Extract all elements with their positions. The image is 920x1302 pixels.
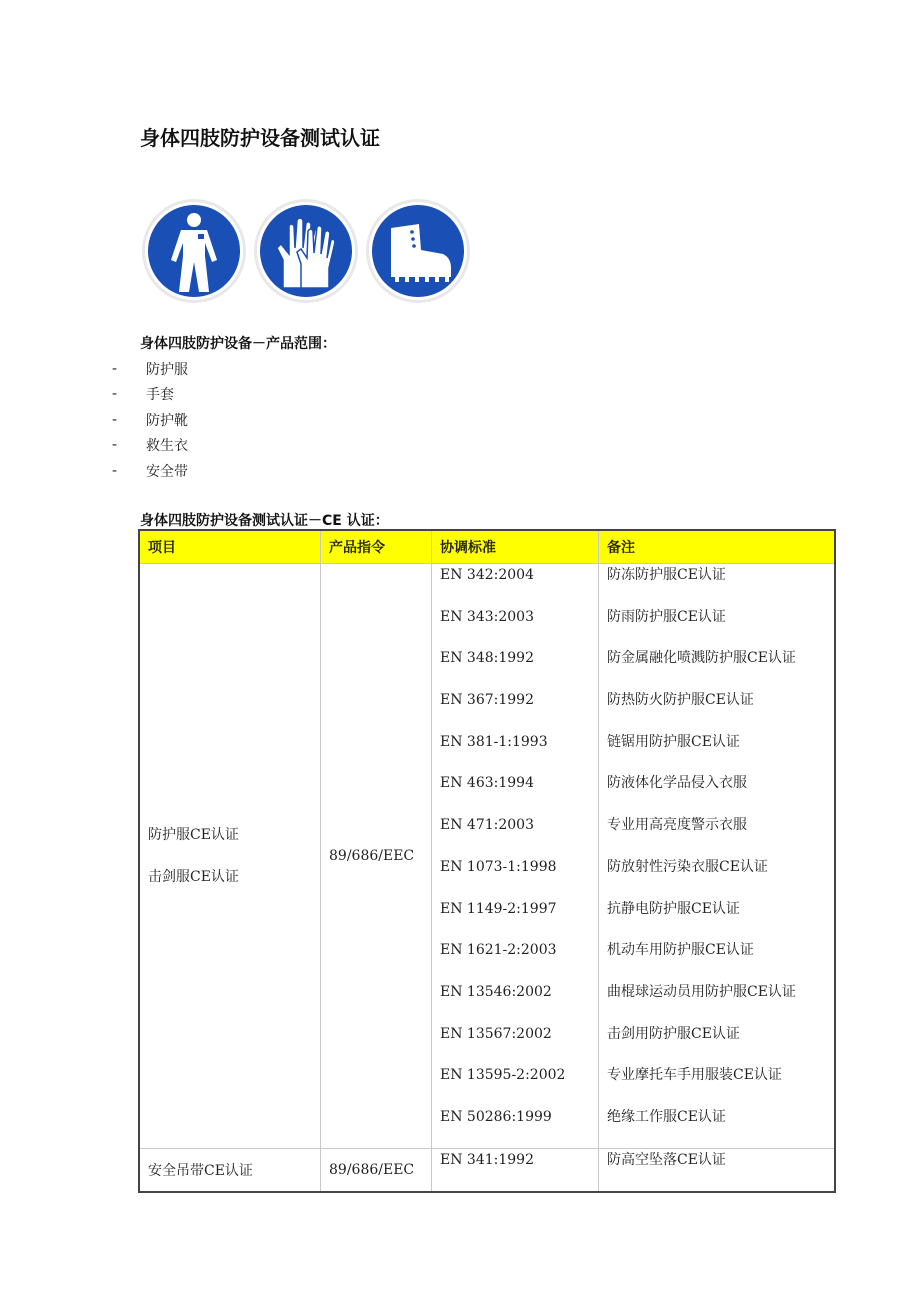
remark-entry: 防冻防护服CE认证 bbox=[607, 567, 726, 583]
standard-entry: EN 13567:2002 bbox=[440, 1025, 552, 1042]
remark-entry: 防雨防护服CE认证 bbox=[607, 608, 726, 625]
ce-certification-table bbox=[138, 529, 836, 1193]
list-item: - 防护靴 bbox=[112, 411, 188, 429]
scope-heading: 身体四肢防护设备－产品范围： bbox=[140, 336, 336, 352]
item-cell: 安全吊带CE认证 bbox=[140, 1149, 321, 1191]
standard-entry: EN 1073-1:1998 bbox=[440, 858, 557, 875]
remark-entry: 绝缘工作服CE认证 bbox=[607, 1108, 726, 1125]
standard-entry: EN 1621-2:2003 bbox=[440, 942, 557, 959]
standards-cell bbox=[432, 564, 599, 1149]
standard-entry: EN 348:1992 bbox=[440, 650, 534, 667]
standard-entry: EN 381-1:1993 bbox=[440, 733, 548, 750]
standard-entry: EN 13595-2:2002 bbox=[440, 1067, 566, 1084]
list-item: - 防护服 bbox=[112, 360, 188, 378]
directive-cell: 89/686/EEC bbox=[321, 1149, 432, 1191]
standard-entry: EN 367:1992 bbox=[440, 692, 534, 709]
remark-entry: 防液体化学品侵入衣服 bbox=[607, 775, 747, 792]
standard-entry: EN 343:2003 bbox=[440, 608, 534, 625]
column-header: 备注 bbox=[599, 531, 834, 564]
standard-entry: EN 1149-2:1997 bbox=[440, 900, 557, 917]
standard-entry: EN 471:2003 bbox=[440, 817, 534, 834]
table-row bbox=[140, 1149, 834, 1191]
remark-entry: 防金属融化喷溅防护服CE认证 bbox=[607, 650, 796, 667]
standard-entry: EN 13546:2002 bbox=[440, 983, 552, 1000]
list-item: - 手套 bbox=[112, 386, 174, 404]
directive-cell: 89/686/EEC bbox=[321, 564, 432, 1149]
list-item: - 安全带 bbox=[112, 462, 188, 480]
gloves-icon bbox=[253, 198, 359, 304]
table-header-row bbox=[140, 531, 834, 564]
remarks-cell: 防高空坠落CE认证 bbox=[607, 1151, 726, 1168]
table-heading: 身体四肢防护设备测试认证－CE 认证： bbox=[140, 513, 389, 529]
standard-entry: EN 463:1994 bbox=[440, 775, 534, 792]
column-header: 产品指令 bbox=[321, 531, 432, 564]
standard-entry: EN 342:2004 bbox=[440, 567, 534, 583]
remark-entry: 专业用高亮度警示衣服 bbox=[607, 817, 747, 834]
item-cell: 防护服CE认证 击剑服CE认证 bbox=[140, 564, 321, 1149]
list-item: - 救生衣 bbox=[112, 437, 188, 455]
scope-list bbox=[112, 356, 188, 484]
protective-clothing-icon bbox=[141, 198, 247, 304]
remark-entry: 曲棍球运动员用防护服CE认证 bbox=[607, 983, 796, 1000]
remark-entry: 防热防火防护服CE认证 bbox=[607, 692, 754, 709]
remark-entry: 机动车用防护服CE认证 bbox=[607, 942, 754, 959]
remark-entry: 专业摩托车手用服装CE认证 bbox=[607, 1067, 782, 1084]
standards-cell: EN 341:1992 bbox=[432, 1149, 599, 1191]
column-header: 协调标准 bbox=[432, 531, 599, 564]
column-header: 项目 bbox=[140, 531, 321, 564]
page-title: 身体四肢防护设备测试认证 bbox=[140, 126, 380, 150]
remark-entry: 防放射性污染衣服CE认证 bbox=[607, 858, 768, 875]
remarks-cell bbox=[599, 564, 834, 1149]
safety-boot-icon bbox=[365, 198, 471, 304]
remark-entry: 链锯用防护服CE认证 bbox=[607, 733, 740, 750]
remark-entry: 抗静电防护服CE认证 bbox=[607, 900, 740, 917]
ppe-icons bbox=[141, 198, 471, 304]
standard-entry: EN 50286:1999 bbox=[440, 1108, 552, 1125]
remark-entry: 击剑用防护服CE认证 bbox=[607, 1025, 740, 1042]
table-row bbox=[140, 564, 834, 1149]
